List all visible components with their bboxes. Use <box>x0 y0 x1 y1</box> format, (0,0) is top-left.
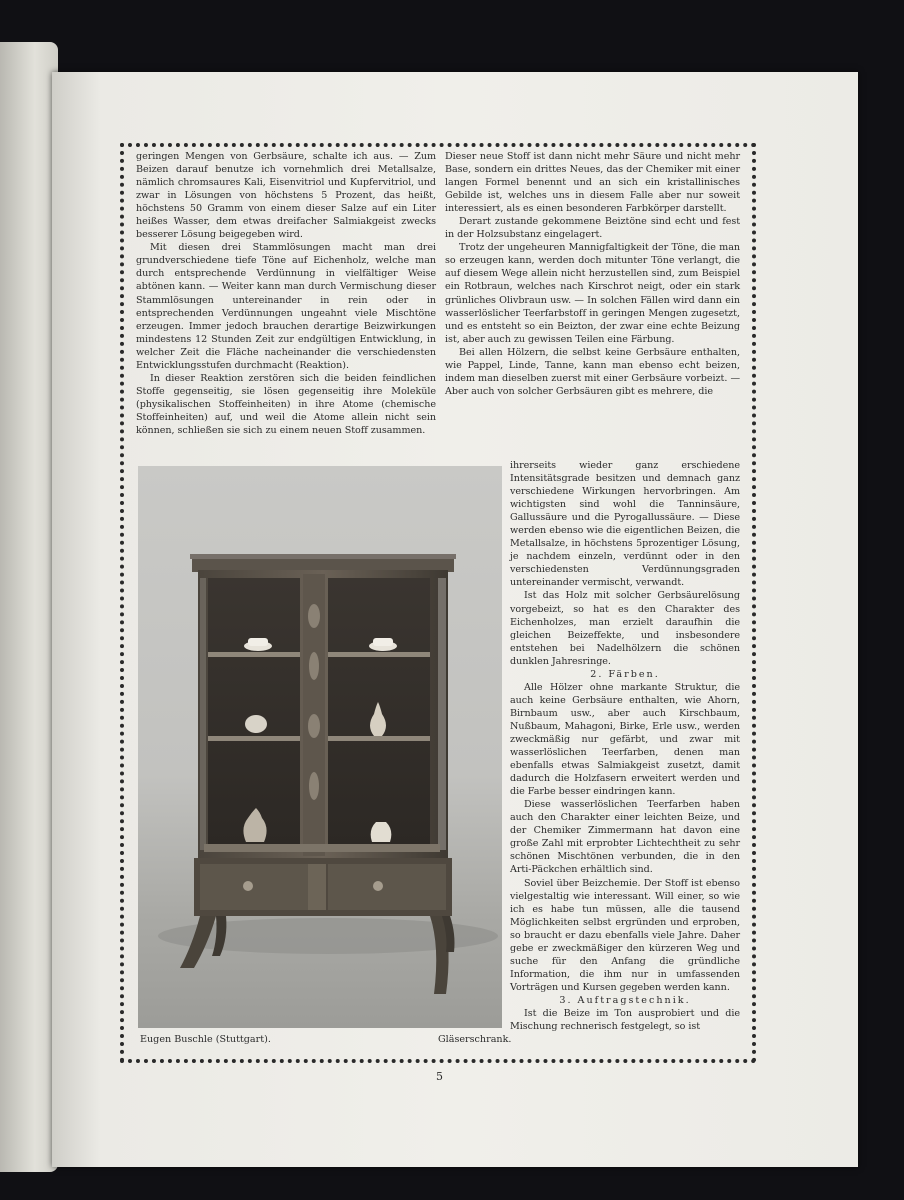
paragraph: ihrerseits wieder ganz erschiedene Intensitätsgrade besitzen und demnach ganz verschiedene Wirkungen hervorbringen. Am wichtigsten sind wohl die Tanninsäure, Gallussäure und die Pyrogallussäure. — Diese werden ebenso wie die eigentlichen Beizen, die Metallsalze, in höchstens 5prozentiger Lösung, je nachdem einzeln, verdünnt oder in den verschiedensten Verdünnungsgraden untereinander vermischt, verwandt. <box>510 460 740 589</box>
glass-cabinet-illustration <box>138 466 502 1028</box>
glass-cabinet-photo <box>138 466 502 1028</box>
paragraph: Dieser neue Stoff ist dann nicht mehr Säure und nicht mehr Base, sondern ein drittes Neues, das der Chemiker mit einer langen Formel benennt und an sich ein kristallinisches Gebilde ist, welches uns in diesem Falle aber nur soweit interessiert, als es einen besonderen Farbkörper darstellt. <box>445 151 740 215</box>
page-number: 5 <box>436 1070 443 1083</box>
section-heading-auftragstechnik: 3. Auftragstechnik. <box>559 994 691 1006</box>
paragraph: In dieser Reaktion zerstören sich die beiden feindlichen Stoffe gegenseitig, sie lösen gegenseitig ihre Moleküle (physikalischen Stoffeinheiten) in ihre Atome (chemische Stoffeinheiten) auf, und weil die Atome allein nicht sein können, schließen sie sich zu einem neuen Stoff zusammen. <box>136 372 436 436</box>
paragraph: Ist die Beize im Ton ausprobiert und die Mischung rechnerisch festgelegt, so ist <box>510 1007 740 1033</box>
right-text-column-lower <box>510 459 740 1033</box>
paragraph: Ist das Holz mit solcher Gerbsäurelösung vorgebeizt, so hat es den Charakter des Eichenholzes, man erzielt daraufhin die gleichen Beizeffekte, und insbesondere entstehen bei Nadelhölzern die schönen dunklen Jahresringe. <box>510 590 740 667</box>
figure-caption-author: Eugen Buschle (Stuttgart). <box>140 1034 271 1045</box>
paragraph: Mit diesen drei Stammlösungen macht man drei grundverschiedene tiefe Töne auf Eichenholz, welche man durch entsprechende Verdünnung in vielfältiger Weise abtönen kann. — Weiter kann man durch Vermischung dieser Stammlösungen untereinander in rein oder in entsprechenden Verdünnungen ungeahnt viele Mischtöne erzeugen. Immer jedoch brauchen derartige Beizwirkungen mindestens 12 Stunden Zeit zur endgültigen Entwicklung, in welcher Zeit die Fläche nacheinander die verschiedensten Entwicklungsstufen durchmacht (Reaktion). <box>136 242 436 371</box>
paragraph: Soviel über Beizchemie. Der Stoff ist ebenso vielgestaltig wie interessant. Will einer, so wie ich es habe tun müssen, alle die tausend Möglichkeiten selbst ergründen und erproben, so braucht er dazu ebenfalls viele Jahre. Daher gebe er zweckmäßiger den kürzeren Weg und suche für den Anfang die gründliche Information, die ihm nur in umfassenden Vorträgen und Kursen gegeben werden kann. <box>510 877 740 993</box>
paragraph: geringen Mengen von Gerbsäure, schalte ich aus. — Zum Beizen darauf benutze ich vornehmlich drei Metallsalze, nämlich chromsaures Kali, Eisenvitriol und Kupfervitriol, und zwar in Lösungen von höchstens 5 Prozent, das heißt, höchstens 50 Gramm von einem dieser Salze auf ein Liter heißes Wasser, dem etwas dreifacher Salmiakgeist zwecks besserer Lösung beigegeben wird. <box>136 151 436 241</box>
paragraph: Derart zustande gekommene Beiztöne sind echt und fest in der Holzsubstanz eingelagert. <box>445 216 740 241</box>
paragraph: Diese wasserlöslichen Teerfarben haben auch den Charakter einer leichten Beize, und der Chemiker Zimmermann hat davon eine große Zahl mit erprobter Lichtechtheit zu sehr schönen Mischtönen verbunden, die in den Arti-Päckchen erhältlich sind. <box>510 799 740 876</box>
section-heading-faerben: 2. Färben. <box>590 668 660 680</box>
right-text-column-upper <box>445 150 740 398</box>
paragraph: Alle Hölzer ohne markante Struktur, die auch keine Gerbsäure enthalten, wie Ahorn, Birnbaum usw., aber auch Kirschbaum, Nußbaum, Mahagoni, Birke, Erle usw., werden zweckmäßig nur gefärbt, und zwar mit wasserlöslichen Teerfarben, denen man ebenfalls etwas Salmiakgeist zusetzt, damit dadurch die Holzfasern erweitert werden und die Farbe besser eindringen kann. <box>510 681 740 798</box>
paragraph: Trotz der ungeheuren Mannigfaltigkeit der Töne, die man so erzeugen kann, werden doch mitunter Töne verlangt, die auf diesem Wege allein nicht herzustellen sind, zum Beispiel ein Rotbraun, welches nach Kirschrot neigt, oder ein stark grünliches Olivbraun usw. — In solchen Fällen wird dann ein wasserlöslicher Teerfarbstoff in geringen Mengen zugesetzt, und es entsteht so ein Beizton, der zwar eine echte Beizung ist, aber auch zu gewissen Teilen eine Färbung. <box>445 242 740 345</box>
paragraph: Bei allen Hölzern, die selbst keine Gerbsäure enthalten, wie Pappel, Linde, Tanne, kann man ebenso echt beizen, indem man dieselben zuerst mit einer Gerbsäure vorbeizt. — Aber auch von solcher Gerbsäuren gibt es mehrere, die <box>445 346 740 397</box>
figure-caption-title: Gläserschrank. <box>438 1034 512 1045</box>
left-text-column <box>136 150 436 437</box>
left-facing-page <box>0 42 58 1172</box>
